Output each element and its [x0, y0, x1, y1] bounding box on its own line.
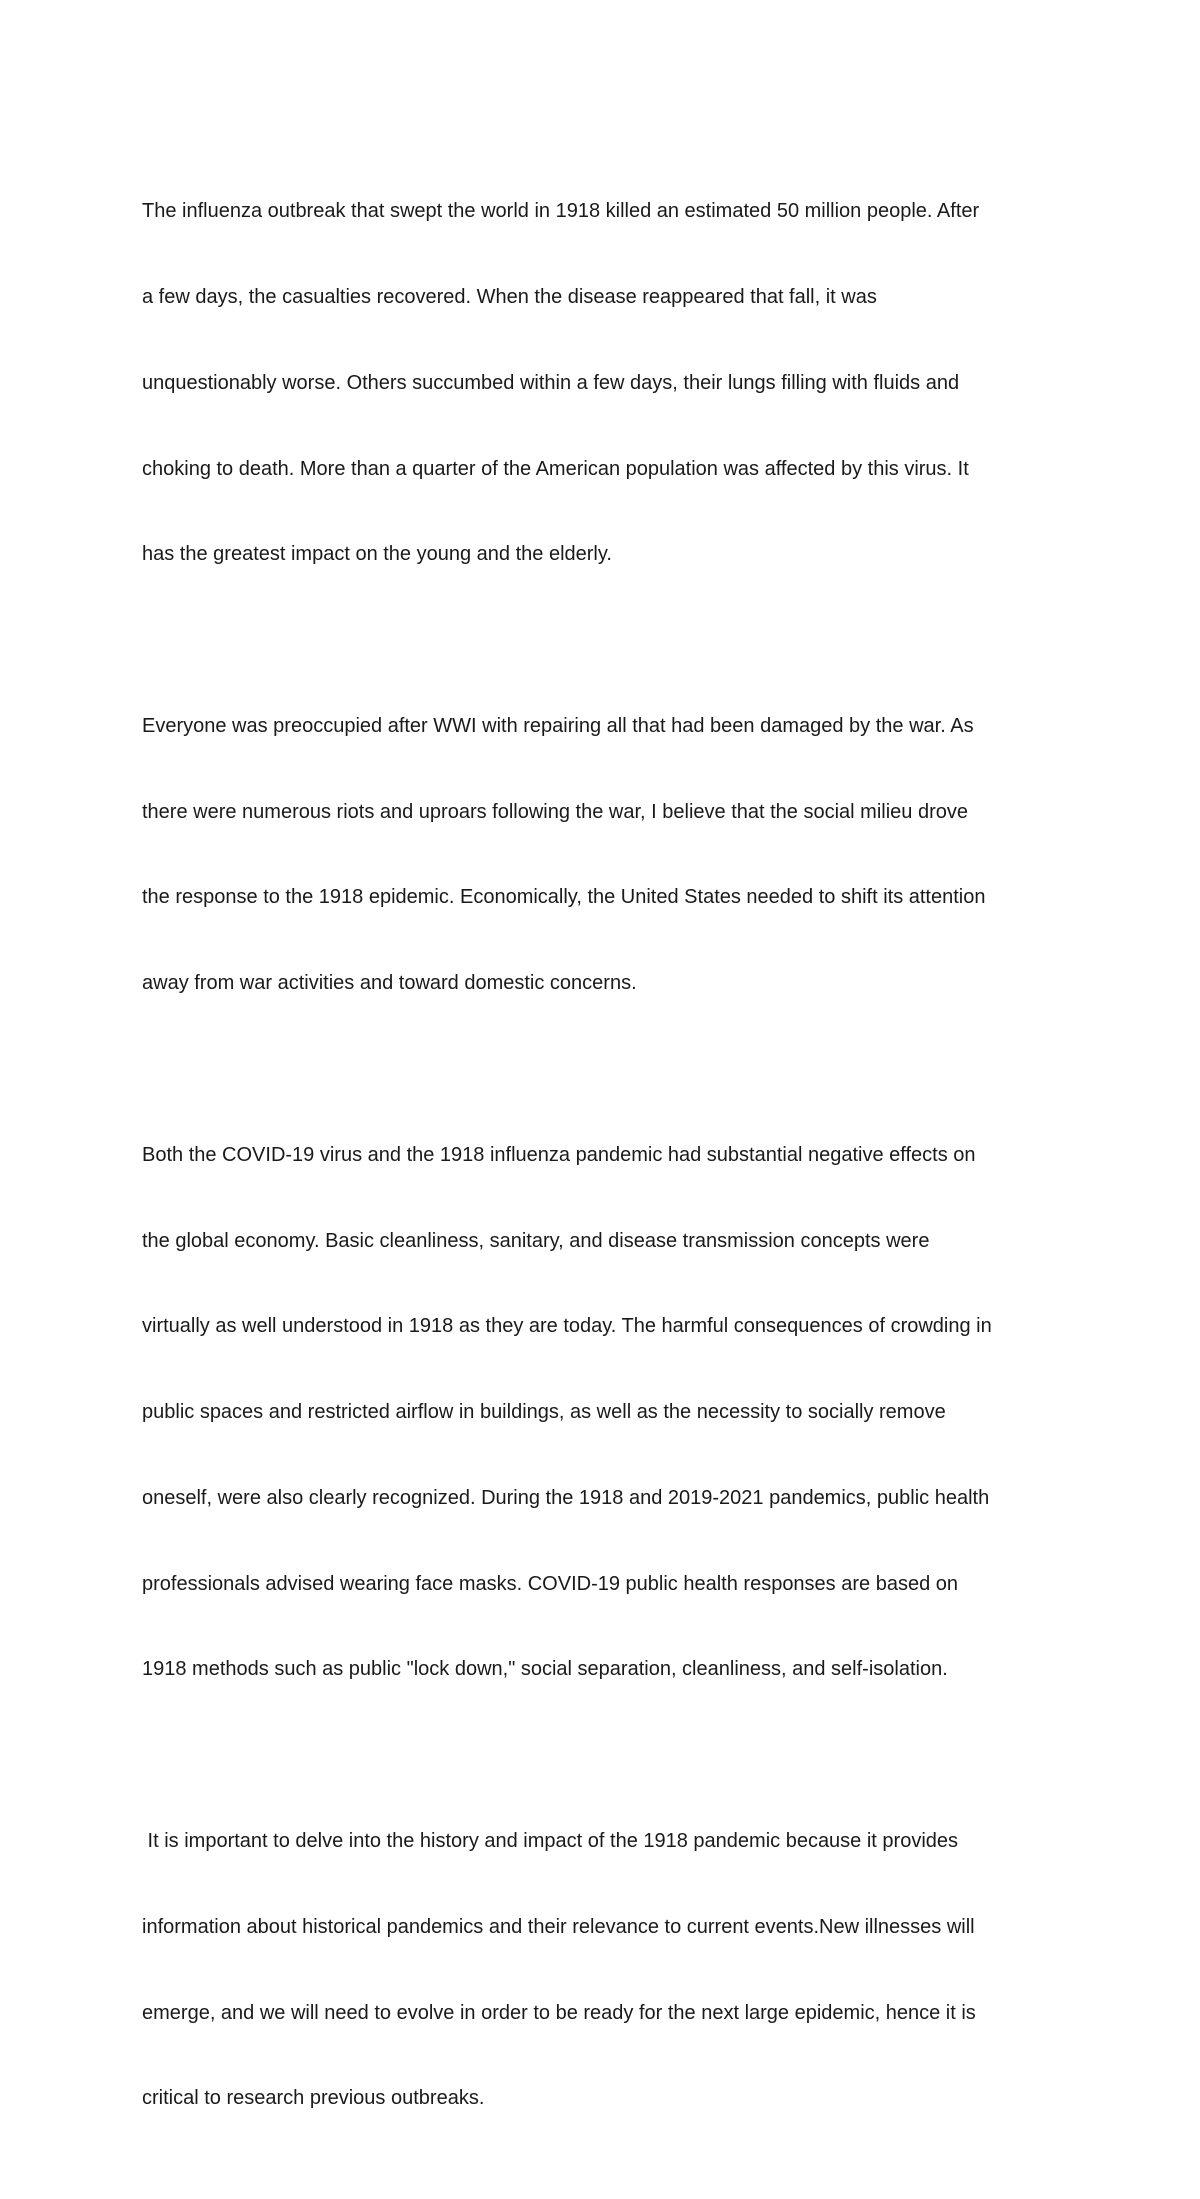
text-line: professionals advised wearing face masks. COVID-19 public health responses are based on: [142, 1572, 958, 1595]
text-line: emerge, and we will need to evolve in order to be ready for the next large epidemic, hence it is: [142, 2001, 976, 2024]
text-line: a few days, the casualties recovered. When the disease reappeared that fall, it was: [142, 285, 877, 308]
text-line: critical to research previous outbreaks.: [142, 2087, 485, 2110]
text-line: the response to the 1918 epidemic. Economically, the United States needed to shift its attention: [142, 886, 986, 909]
paragraph-4: [142, 1770, 1062, 2170]
text-line: information about historical pandemics and their relevance to current events.New illnesses will: [142, 1915, 975, 1938]
text-line: has the greatest impact on the young and the elderly.: [142, 543, 612, 566]
text-line: Both the COVID-19 virus and the 1918 influenza pandemic had substantial negative effects on: [142, 1143, 976, 1166]
paragraph-1: [142, 140, 1062, 626]
text-line: away from war activities and toward domestic concerns.: [142, 972, 637, 995]
text-line: Everyone was preoccupied after WWI with repairing all that had been damaged by the war. As: [142, 714, 974, 737]
document-body: [142, 140, 1062, 2199]
paragraph-2: [142, 655, 1062, 1055]
text-line: unquestionably worse. Others succumbed within a few days, their lungs filling with fluids and: [142, 371, 960, 394]
text-line: The influenza outbreak that swept the world in 1918 killed an estimated 50 million people. After: [142, 200, 980, 223]
text-line: virtually as well understood in 1918 as they are today. The harmful consequences of crowding in: [142, 1315, 992, 1338]
text-line: It is important to delve into the history and impact of the 1918 pandemic because it provides: [142, 1830, 959, 1853]
paragraph-3: [142, 1084, 1062, 1742]
text-line: oneself, were also clearly recognized. During the 1918 and 2019-2021 pandemics, public health: [142, 1486, 990, 1509]
text-line: the global economy. Basic cleanliness, sanitary, and disease transmission concepts were: [142, 1229, 930, 1252]
text-line: public spaces and restricted airflow in buildings, as well as the necessity to socially remove: [142, 1401, 946, 1424]
text-line: choking to death. More than a quarter of the American population was affected by this virus. It: [142, 457, 969, 480]
text-line: 1918 methods such as public "lock down," social separation, cleanliness, and self-isolation.: [142, 1658, 948, 1681]
text-line: there were numerous riots and uproars following the war, I believe that the social milieu drove: [142, 800, 968, 823]
